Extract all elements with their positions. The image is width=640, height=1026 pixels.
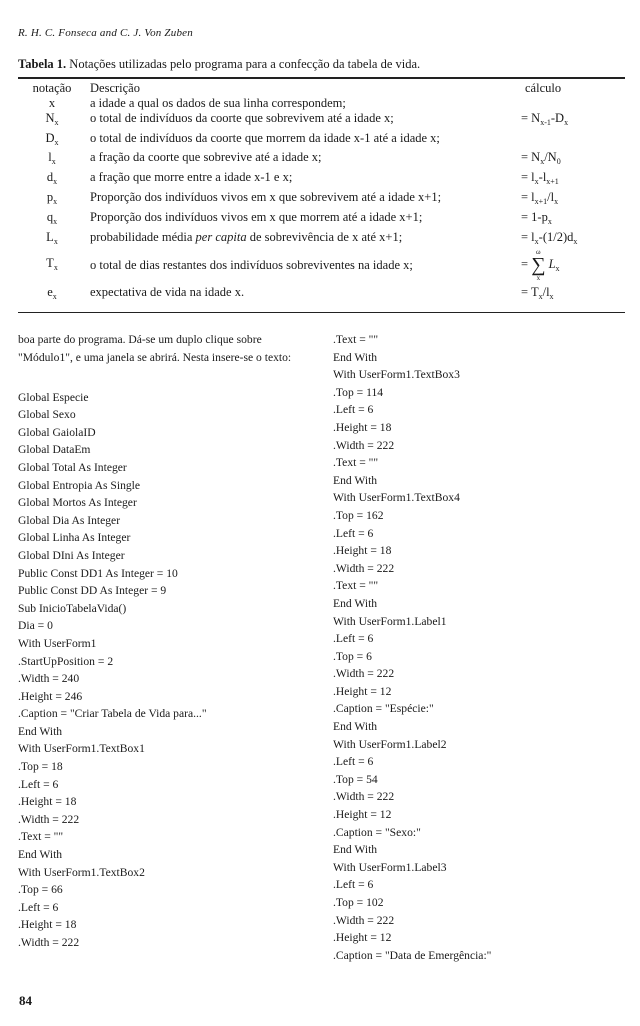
code-line: .Width = 222 — [333, 667, 395, 681]
code-block-right — [333, 331, 623, 964]
calculation-cell — [521, 96, 625, 111]
code-line: Global Entropia As Single — [18, 478, 141, 492]
code-line: Public Const DD As Integer = 9 — [18, 584, 167, 598]
code-line: .Width = 222 — [333, 790, 395, 804]
table-row — [18, 281, 625, 305]
code-line: End With — [333, 350, 378, 364]
code-line: With UserForm1.TextBox4 — [333, 491, 460, 505]
calculation-cell: = $N_x/N_0$ — [521, 150, 561, 167]
code-line: .Height = 18 — [333, 544, 392, 558]
notation-cell: $l_x$ — [48, 150, 56, 167]
code-line: .Caption = "Sexo:" — [333, 825, 421, 839]
code-line: .Left = 6 — [18, 900, 59, 914]
calculation-cell: = $1-p_x$ — [521, 209, 552, 226]
code-line: .StartUpPosition = 2 — [18, 654, 114, 668]
notation-cell: x — [48, 96, 56, 110]
table-bottom-rule — [18, 312, 625, 313]
code-line: .Caption = "Data de Emergência:" — [333, 948, 492, 962]
notation-cell: $p_x$ — [46, 189, 58, 206]
notation-cell: $e_x$ — [47, 285, 57, 302]
table-row — [18, 210, 625, 230]
notation-cell: $T_x$ — [46, 255, 58, 272]
code-line: .Left = 6 — [333, 403, 374, 417]
code-line: .Text = "" — [333, 333, 379, 346]
body-paragraph: boa parte do programa. Dá-se um duplo clique sobre "Módulo1", e uma janela se abrirá. Nesta insere-se o texto: — [18, 333, 292, 364]
description-cell: probabilidade média per capita de sobrevivência de x até x+1; — [90, 229, 403, 244]
code-line: End With — [333, 596, 378, 610]
calculation-cell: = $l_x-l_{x+1}$ — [521, 170, 559, 187]
code-line: Public Const DD1 As Integer = 10 — [18, 566, 178, 580]
page-number: 84 — [19, 993, 32, 1008]
code-line: .Height = 246 — [18, 689, 83, 703]
code-line: .Top = 54 — [333, 772, 378, 786]
notation-cell: $d_x$ — [46, 170, 58, 187]
description-cell: a fração da coorte que sobrevive até a idade x; — [90, 150, 322, 165]
table-row — [18, 230, 625, 250]
code-line: .Width = 222 — [333, 438, 395, 452]
calculation-cell: = $N_{x-1}-D_x$ — [521, 110, 569, 127]
code-line: End With — [333, 843, 378, 857]
header-calculo: cálculo — [525, 81, 562, 95]
code-line: Global DIni As Integer — [18, 548, 125, 562]
code-line: .Top = 102 — [333, 896, 384, 909]
calculation-cell: = $l_{x+1}/l_x$ — [521, 189, 559, 206]
code-block-left — [18, 389, 316, 952]
code-line: .Height = 18 — [18, 918, 77, 932]
code-line: With UserForm1.Label1 — [333, 614, 447, 628]
code-line: End With — [18, 848, 63, 862]
code-line: End With — [18, 724, 63, 738]
code-line: .Top = 162 — [333, 508, 384, 522]
code-line: End With — [333, 720, 378, 734]
code-line: With UserForm1.TextBox1 — [18, 742, 145, 756]
code-line: .Caption = "Espécie:" — [333, 702, 434, 716]
code-line: Dia = 0 — [18, 619, 53, 633]
description-cell: a idade a qual os dados de sua linha correspondem; — [90, 96, 346, 110]
left-column — [18, 331, 316, 952]
code-line: .Width = 222 — [333, 561, 395, 575]
description-cell: Proporção dos indivíduos vivos em x que morrem até a idade x+1; — [90, 209, 423, 224]
table-label: Tabela 1. — [18, 57, 67, 71]
calculation-cell: = $T_x/l_x$ — [521, 285, 554, 302]
code-line: With UserForm1.Label2 — [333, 737, 447, 751]
code-line: With UserForm1.Label3 — [333, 860, 447, 874]
notation-cell: $q_x$ — [46, 209, 58, 226]
code-line: End With — [333, 473, 378, 487]
table-row — [18, 170, 625, 190]
description-cell: a fração que morre entre a idade x-1 e x; — [90, 170, 293, 185]
calculation-cell: = ω ∑ x $L_x$ — [521, 248, 560, 283]
code-line: .Width = 222 — [333, 913, 395, 927]
table-caption-text: Notações utilizadas pelo programa para a confecção da tabela de vida. — [69, 57, 421, 71]
table-row — [18, 190, 625, 210]
code-line: .Height = 18 — [18, 795, 77, 809]
notation-cell: $D_x$ — [45, 130, 59, 147]
code-line: .Height = 12 — [333, 931, 392, 945]
code-line: .Top = 114 — [333, 385, 384, 399]
code-line: .Height = 12 — [333, 808, 392, 822]
description-cell: Proporção dos indivíduos vivos em x que sobrevivem até a idade x+1; — [90, 189, 442, 204]
header-descricao: Descrição — [90, 81, 140, 95]
header-notacao: notação — [32, 81, 72, 95]
table-row — [18, 111, 625, 131]
right-column — [333, 331, 623, 964]
code-line: .Left = 6 — [18, 777, 59, 791]
table-row — [18, 249, 625, 281]
code-line: With UserForm1.TextBox2 — [18, 865, 145, 879]
code-line: .Width = 222 — [18, 812, 80, 826]
code-line: .Height = 18 — [333, 420, 392, 434]
code-line: Global DataEm — [18, 443, 91, 457]
code-line: .Text = "" — [333, 456, 379, 470]
code-line: Global Linha As Integer — [18, 531, 131, 545]
code-line: Global Mortos As Integer — [18, 496, 137, 510]
code-line: .Width = 240 — [18, 672, 80, 686]
code-line: .Height = 12 — [333, 684, 392, 698]
description-cell: o total de indivíduos da coorte que morrem da idade x-1 até a idade x; — [90, 130, 440, 145]
code-line: Global Dia As Integer — [18, 513, 121, 527]
code-line: Sub InicioTabelaVida() — [18, 601, 127, 615]
running-header: R. H. C. Fonseca and C. J. Von Zuben — [18, 27, 193, 39]
code-line: .Text = "" — [18, 830, 64, 844]
notation-cell: $N_x$ — [45, 110, 59, 127]
summation-symbol: ω ∑ x — [531, 248, 546, 283]
code-line: With UserForm1 — [18, 636, 97, 650]
notation-table — [18, 80, 625, 305]
code-line: .Left = 6 — [333, 755, 374, 769]
code-line: Global Sexo — [18, 408, 76, 422]
code-line: .Top = 18 — [18, 760, 63, 774]
code-line: With UserForm1.TextBox3 — [333, 368, 460, 382]
calculation-cell — [521, 131, 625, 151]
code-line: Global Especie — [18, 390, 89, 404]
code-line: .Text = "" — [333, 579, 379, 593]
code-line: .Caption = "Criar Tabela de Vida para..." — [18, 707, 207, 721]
table-header-row — [18, 80, 625, 96]
description-cell: expectativa de vida na idade x. — [90, 285, 245, 300]
table-top-rule — [18, 77, 625, 79]
notation-cell: $L_x$ — [46, 229, 58, 246]
description-cell: o total de dias restantes dos indivíduos sobreviventes na idade x; — [90, 258, 413, 273]
calculation-cell: = $l_x-(1/2)d_x$ — [521, 229, 578, 246]
table-row — [18, 131, 625, 151]
code-line: .Top = 6 — [333, 649, 372, 663]
code-line: Global GaiolaID — [18, 425, 96, 439]
code-line: .Left = 6 — [333, 526, 374, 540]
code-line: .Left = 6 — [333, 632, 374, 646]
table-row — [18, 150, 625, 170]
code-line: .Left = 6 — [333, 878, 374, 892]
code-line: .Width = 222 — [18, 936, 80, 949]
description-cell: o total de indivíduos da coorte que sobrevivem até a idade x; — [90, 110, 394, 125]
table-caption — [18, 57, 420, 72]
code-line: .Top = 66 — [18, 883, 63, 897]
table-row — [18, 96, 625, 111]
code-line: Global Total As Integer — [18, 460, 127, 474]
